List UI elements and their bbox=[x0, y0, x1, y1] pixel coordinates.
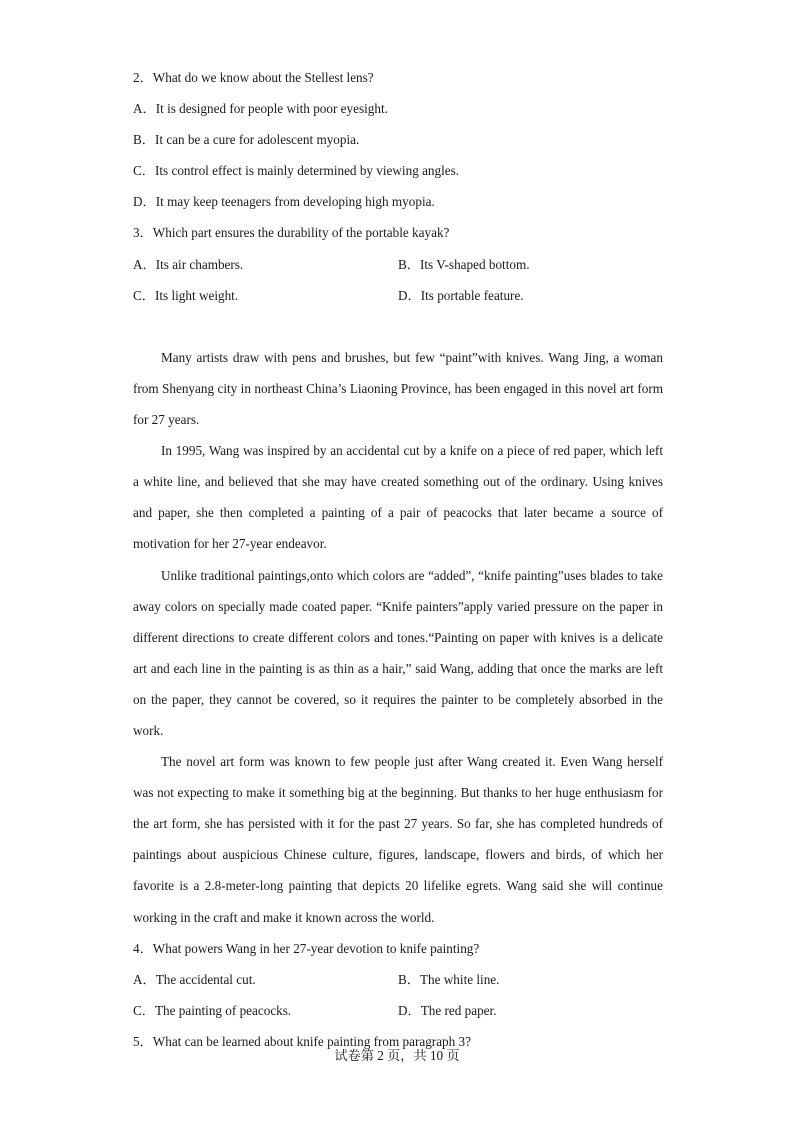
question-4-options-row-2 bbox=[133, 995, 663, 1026]
question-4-option-d: D．The red paper. bbox=[398, 1002, 497, 1018]
exam-page bbox=[133, 62, 663, 1057]
question-5-stem: 5．What can be learned about knife painting from paragraph 3? bbox=[133, 1033, 471, 1049]
question-2-option-b: B．It can be a cure for adolescent myopia. bbox=[133, 132, 360, 148]
passage-paragraph-3: Unlike traditional paintings,onto which colors are “added”, “knife painting”uses blades to take away colors on specially made coated paper. “Knife painters”apply varied pressure on the paper in different directions to create different colors and tones.“Painting on paper with knives is a delicate art and each line in the painting is as thin as a hair,” said Wang, adding that once the marks are left on the paper, they cannot be covered, so it requires the painter to be completely absorbed in the work. bbox=[133, 567, 663, 738]
question-2-option-c: C．Its control effect is mainly determined by viewing angles. bbox=[133, 163, 460, 179]
question-3-option-c: C．Its light weight. bbox=[133, 287, 239, 303]
question-4-stem: 4．What powers Wang in her 27-year devotion to knife painting? bbox=[133, 940, 480, 956]
question-2-option-a: A．It is designed for people with poor eyesight. bbox=[133, 101, 388, 117]
page-footer: 试卷第 2 页，共 10 页 bbox=[334, 1048, 460, 1063]
question-2-stem: 2．What do we know about the Stellest lens? bbox=[133, 70, 374, 85]
passage-paragraph-4: The novel art form was known to few people just after Wang created it. Even Wang herself was not expecting to make it something big at the beginning. But thanks to her huge enthusiasm for the art form, she has persisted with it for the past 27 years. So far, she has completed hundreds of paintings about auspicious Chinese culture, figures, landscape, flowers and birds, of which her favorite is a 2.8-meter-long painting that depicts 20 lifelike egrets. Wang said she will continue working in the craft and make it known across the world. bbox=[133, 754, 663, 925]
question-3-option-a: A．Its air chambers. bbox=[133, 256, 244, 272]
question-3-options-row-1 bbox=[133, 249, 663, 280]
question-3-option-d: D．Its portable feature. bbox=[398, 287, 524, 303]
question-3-stem: 3．Which part ensures the durability of the portable kayak? bbox=[133, 225, 450, 241]
question-4-option-b: B．The white line. bbox=[398, 971, 500, 987]
question-4-option-c: C．The painting of peacocks. bbox=[133, 1002, 292, 1018]
question-3-options-row-2 bbox=[133, 280, 663, 311]
question-4-options-row-1 bbox=[133, 964, 663, 995]
question-3-option-b: B．Its V-shaped bottom. bbox=[398, 256, 530, 272]
passage-paragraph-1: Many artists draw with pens and brushes, but few “paint”with knives. Wang Jing, a woman from Shenyang city in northeast China’s Liaoning Province, has been engaged in this novel art form for 27 years. bbox=[133, 349, 663, 428]
question-4-option-a: A．The accidental cut. bbox=[133, 971, 256, 987]
passage-paragraph-2: In 1995, Wang was inspired by an accidental cut by a knife on a piece of red paper, which left a white line, and believed that she may have created something out of the ordinary. Using knives and paper, she then completed a painting of a pair of peacocks that later became a source of motivation for her 27-year endeavor. bbox=[133, 443, 663, 552]
question-2-option-d: D．It may keep teenagers from developing high myopia. bbox=[133, 194, 435, 210]
section-gap bbox=[133, 311, 663, 342]
